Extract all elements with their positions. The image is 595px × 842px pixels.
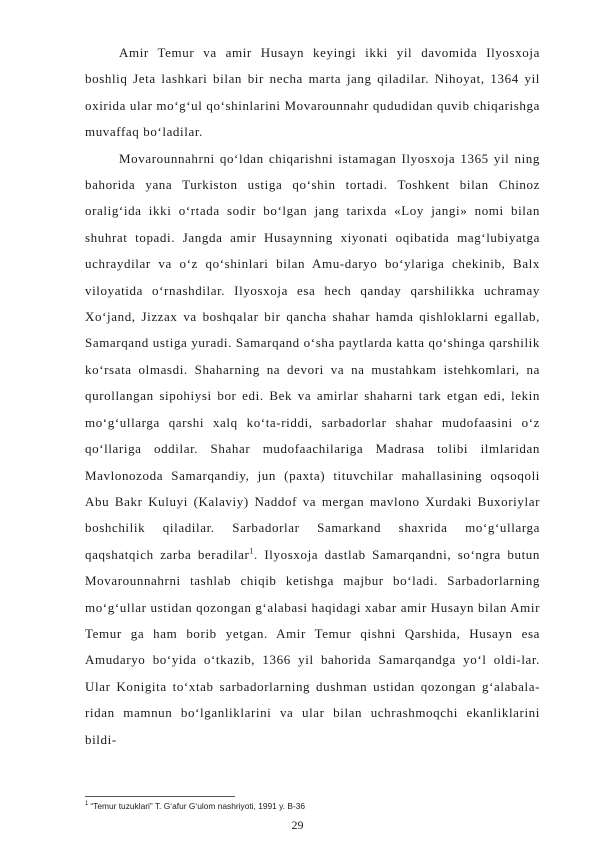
paragraph <box>85 146 540 753</box>
paragraph-1-text: Amir Temur va amir Husayn keyingi ikki yil davomida Ilyosxoja boshliq Jeta lashkari bilan bir necha marta jang qiladilar. Nihoyat, 1364 yil oxirida ular mo‘g‘ul qo‘shinlarini Movarounnahr qududidan quvib chiqarishga muvaffaq bo‘ladilar. <box>85 45 540 140</box>
footnote-text: “Temur tuzuklari” T. G‘afur G‘ulom nashriyoti, 1991 y. B-36 <box>90 801 306 811</box>
paragraph-2-text-part-2: . Ilyosxoja dastlab Samarqandni, so‘ngra butun Movarounnahrni tashlab chiqib ketishga majbur bo‘ladi. Sarbadorlarning mo‘g‘ullar ustidan qozongan g‘alabasi haqidagi xabar amir Husayn bilan Amir Temur ga ham borib yetgan. Amir Temur qishni Qarshida, Husayn esa Amudaryo bo‘yida o‘tkazib, 1366 yil bahorida Samarqandga yo‘l oldi-lar. Ular Konigita to‘xtab sarbadorlarning dushman ustidan qozongan g‘alabala-ridan mamnun bo‘lganliklarini va ular bilan uchrashmoqchi ekanliklarini bildi- <box>85 546 541 747</box>
footnote-reference: 1 <box>249 546 255 556</box>
footnote <box>85 801 540 812</box>
paragraph <box>85 40 540 146</box>
paragraph-2-text-part-1: Movarounnahrni qo‘ldan chiqarishni istamagan Ilyosxoja 1365 yil ning bahorida yana Turkiston ustiga qo‘shin tortadi. Toshkent bilan Chinoz oralig‘ida ikki o‘rtada sodir bo‘lgan jang tarixda «Loy jangi» nomi bilan shuhrat topadi. Jangda amir Husaynning xiyonati oqibatida mag‘lubiyatga uchraydilar va o‘z qo‘shinlari bilan Amu-daryo bo‘ylariga chekinib, Balx viloyatida o‘rnashdilar. Ilyosxoja esa hech qanday qarshilikka uchramay Xo‘jand, Jizzax va boshqalar bir qancha shahar hamda qishloklarni egallab, Samarqand ustiga yuradi. Samarqand o‘sha paytlarda katta qo‘shinga qarshilik ko‘rsata olmasdi. Shaharning na devori va na mustahkam istehkomlari, na qurollangan sipohiysi bor edi. Bek va amirlar shaharni tark etgan edi, lekin mo‘g‘ullarga qarshi xalq ko‘ta-riddi, sarbadorlar shahar mudofaasini o‘z qo‘llariga oddilar. Shahar mudofaachilariga Madrasa tolibi ilmlaridan Mavlonozoda Samarqandiy, jun (paxta) tituvchilar mahallasining oqsoqoli Abu Bakr Kuluyi (Kalaviy) Naddof va mergan mavlono Xurdaki Buxoriylar boshchilik qiladilar. Sarbadorlar Samarkand shaxrida mo‘g‘ullarga qaqshatqich zarba beradilar <box>85 150 540 562</box>
footnote-number: 1 <box>85 801 89 808</box>
page-number: 29 <box>291 818 304 832</box>
body-text <box>85 40 540 753</box>
footnote-separator <box>85 796 235 797</box>
